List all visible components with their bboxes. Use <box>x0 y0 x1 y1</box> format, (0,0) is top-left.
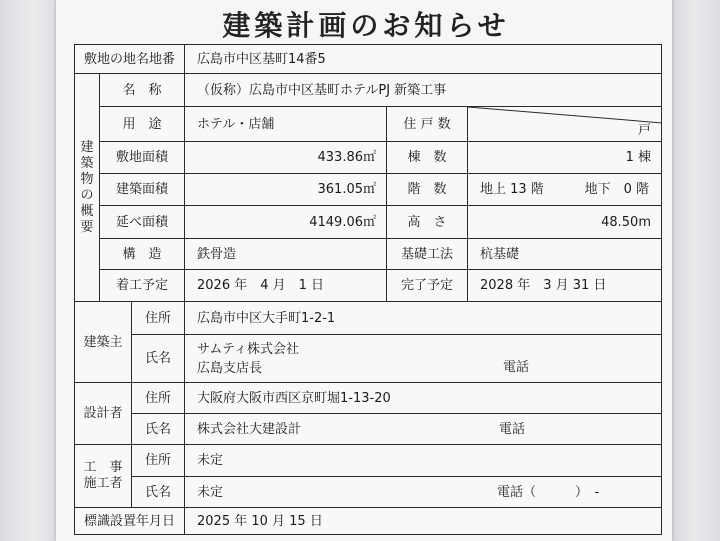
use-value: ホテル・店舗 <box>184 106 387 142</box>
sign-date-label: 標識設置年月日 <box>74 507 185 535</box>
floors-value <box>467 173 662 206</box>
structure-label: 構 造 <box>99 238 185 270</box>
contractor-company: 未定 <box>197 484 224 500</box>
floor-area-label: 延べ面積 <box>99 205 185 239</box>
owner-address-label: 住所 <box>131 301 185 335</box>
site-area-value: 433.86㎡ <box>184 141 387 174</box>
height-label: 高 さ <box>386 205 468 239</box>
name-label: 名 称 <box>99 73 185 107</box>
completion-value: 2028 年 3 月 31 日 <box>467 269 662 302</box>
floors-label: 階 数 <box>386 173 468 206</box>
owner-address-value: 広島市中区大手町1-2-1 <box>184 301 662 335</box>
units-diagonal-line <box>468 107 662 142</box>
sign-date-value: 2025 年 10 月 15 日 <box>184 507 662 535</box>
start-label: 着工予定 <box>99 269 185 302</box>
floors-above: 地上 13 階 <box>480 182 544 197</box>
contractor-address-value: 未定 <box>184 444 662 477</box>
units-label: 住 戸 数 <box>386 106 468 142</box>
contractor-phone-label: 電話（ ） - <box>497 484 600 500</box>
owner-name-label: 氏名 <box>131 334 185 383</box>
site-label: 敷地の地名地番 <box>74 44 185 74</box>
name-value: （仮称）広島市中区基町ホテルPJ 新築工事 <box>184 73 662 107</box>
site-area-label: 敷地面積 <box>99 141 185 174</box>
owner-label: 建築主 <box>74 301 132 383</box>
buildings-label: 棟 数 <box>386 141 468 174</box>
owner-name-value <box>184 334 662 383</box>
owner-branch: 広島支店長 <box>197 360 263 376</box>
contractor-label: 工 事 施工者 <box>74 444 132 508</box>
units-value: 戸 <box>467 106 662 142</box>
building-group-label: 建 築 物 の 概 要 <box>74 73 100 302</box>
left-frame <box>0 0 58 541</box>
building-area-label: 建築面積 <box>99 173 185 206</box>
designer-name-value <box>184 413 662 445</box>
site-value: 広島市中区基町14番5 <box>184 44 662 74</box>
owner-phone-label: 電話 <box>503 360 530 375</box>
building-area-value: 361.05㎡ <box>184 173 387 206</box>
height-value: 48.50m <box>467 205 662 239</box>
designer-address-label: 住所 <box>131 382 185 414</box>
foundation-value: 杭基礎 <box>467 238 662 270</box>
contractor-address-label: 住所 <box>131 444 185 477</box>
designer-address-value: 大阪府大阪市西区京町堀1-13-20 <box>184 382 662 414</box>
structure-value: 鉄骨造 <box>184 238 387 270</box>
right-frame <box>668 0 720 541</box>
buildings-value: 1 棟 <box>467 141 662 174</box>
floors-below: 地下 0 階 <box>584 182 649 197</box>
start-value: 2026 年 4 月 1 日 <box>184 269 387 302</box>
designer-label: 設計者 <box>74 382 132 445</box>
foundation-label: 基礎工法 <box>386 238 468 270</box>
use-label: 用 途 <box>99 106 185 142</box>
notice-board <box>56 0 672 541</box>
contractor-name-value <box>184 476 662 508</box>
designer-company: 株式会社大建設計 <box>197 421 302 437</box>
floor-area-value: 4149.06㎡ <box>184 205 387 239</box>
designer-name-label: 氏名 <box>131 413 185 445</box>
contractor-name-label: 氏名 <box>131 476 185 508</box>
completion-label: 完了予定 <box>386 269 468 302</box>
notice-title: 建築計画のお知らせ <box>222 9 510 42</box>
designer-phone-label: 電話 <box>499 421 526 437</box>
owner-company: サムティ株式会社 <box>197 341 300 357</box>
